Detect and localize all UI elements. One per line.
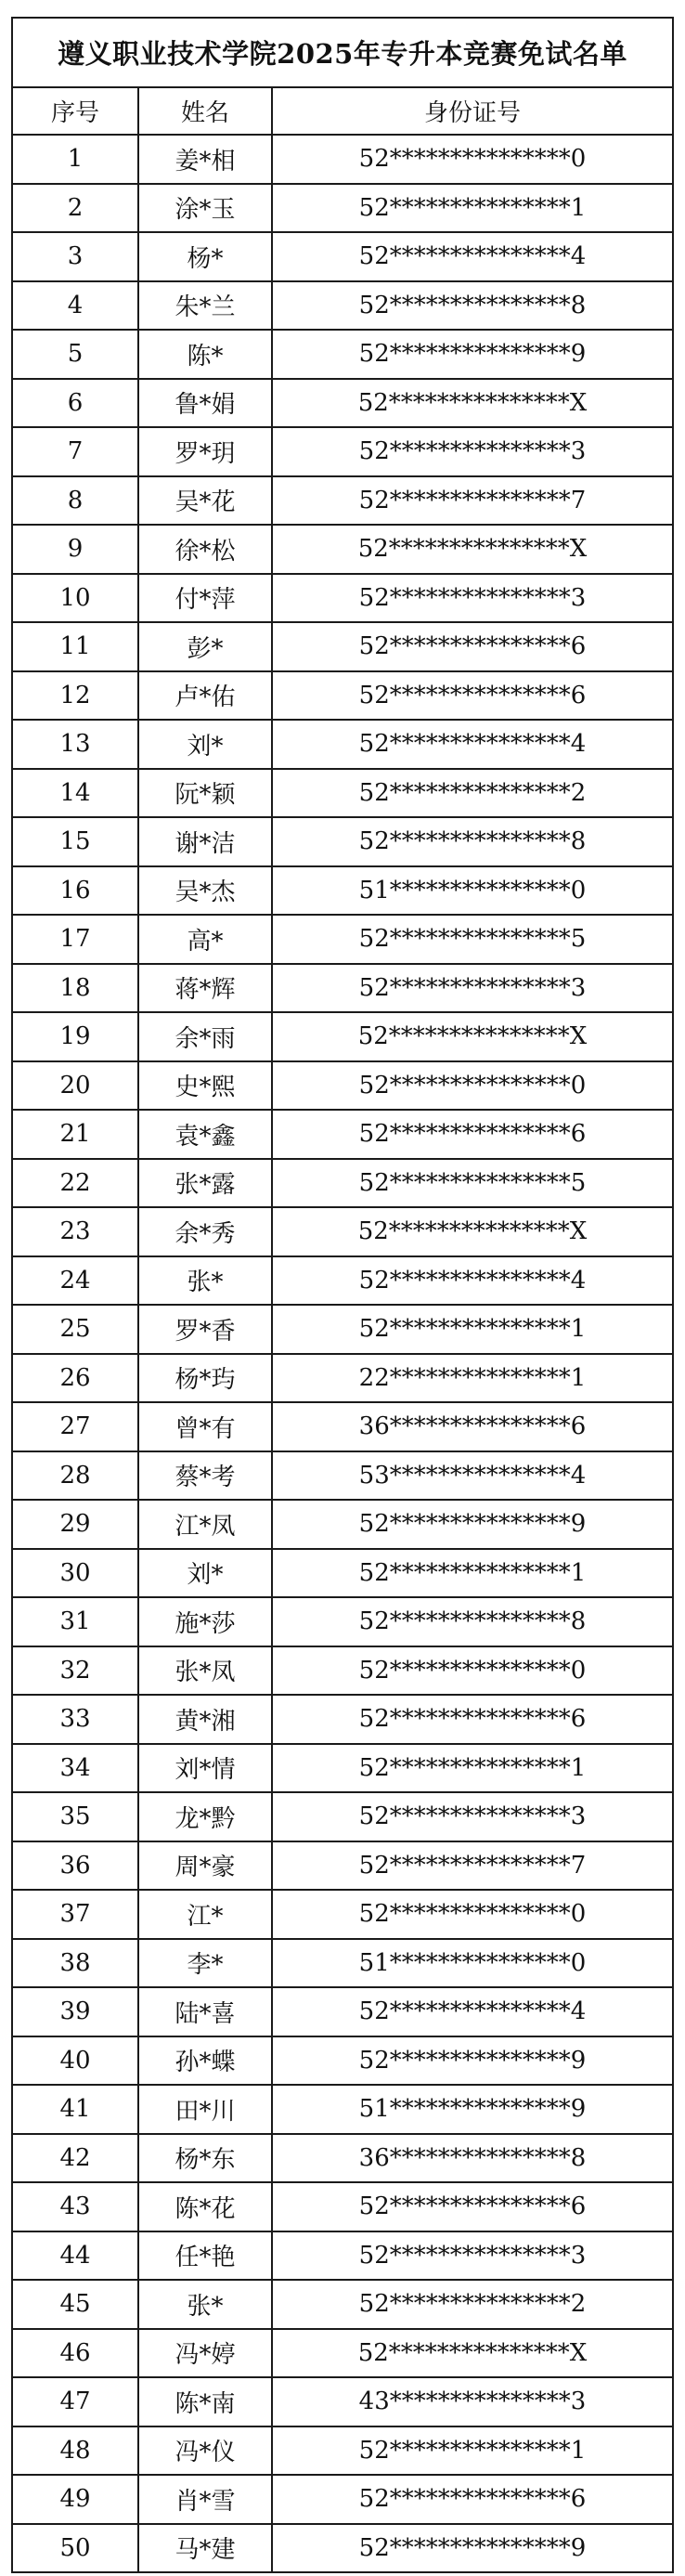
cell-id-number: 52***************7	[272, 476, 673, 526]
cell-index: 34	[12, 1744, 138, 1793]
cell-index: 16	[12, 866, 138, 916]
cell-id-number: 52***************6	[272, 2182, 673, 2231]
cell-id-number: 52***************6	[272, 622, 673, 671]
cell-name: 龙*黔	[138, 1792, 272, 1841]
cell-id-number: 22***************1	[272, 1354, 673, 1403]
cell-id-number: 52***************9	[272, 330, 673, 379]
cell-id-number: 52***************6	[272, 1695, 673, 1744]
table-row	[12, 1402, 673, 1451]
cell-id-number: 52***************0	[272, 1061, 673, 1111]
exemption-list-table	[11, 17, 674, 2573]
table-row	[12, 1549, 673, 1598]
cell-id-number: 52***************0	[272, 1890, 673, 1939]
cell-index: 20	[12, 1061, 138, 1111]
cell-name: 杨*	[138, 232, 272, 281]
cell-id-number: 52***************0	[272, 135, 673, 184]
cell-name: 张*	[138, 1256, 272, 1306]
cell-id-number: 52***************X	[272, 2329, 673, 2378]
cell-name: 张*凤	[138, 1646, 272, 1696]
cell-id-number: 52***************3	[272, 1792, 673, 1841]
cell-index: 4	[12, 281, 138, 331]
table-row	[12, 915, 673, 964]
table-row	[12, 1061, 673, 1111]
cell-name: 江*	[138, 1890, 272, 1939]
cell-id-number: 53***************4	[272, 1451, 673, 1501]
cell-index: 37	[12, 1890, 138, 1939]
cell-index: 24	[12, 1256, 138, 1306]
cell-name: 黄*湘	[138, 1695, 272, 1744]
cell-index: 25	[12, 1305, 138, 1354]
table-row	[12, 2231, 673, 2281]
cell-name: 蒋*辉	[138, 964, 272, 1013]
cell-id-number: 52***************1	[272, 1549, 673, 1598]
cell-index: 9	[12, 525, 138, 574]
cell-index: 41	[12, 2085, 138, 2134]
table-row	[12, 1890, 673, 1939]
cell-name: 谢*洁	[138, 817, 272, 866]
table-row	[12, 1354, 673, 1403]
cell-index: 50	[12, 2524, 138, 2573]
table-row	[12, 232, 673, 281]
cell-name: 张*露	[138, 1159, 272, 1208]
cell-index: 27	[12, 1402, 138, 1451]
table-row	[12, 1792, 673, 1841]
cell-name: 余*秀	[138, 1207, 272, 1256]
cell-name: 刘*	[138, 720, 272, 769]
table-row	[12, 1695, 673, 1744]
cell-index: 46	[12, 2329, 138, 2378]
cell-index: 40	[12, 2036, 138, 2086]
cell-name: 蔡*考	[138, 1451, 272, 1501]
cell-id-number: 52***************X	[272, 379, 673, 428]
cell-id-number: 52***************3	[272, 964, 673, 1013]
table-body	[12, 135, 673, 2572]
cell-index: 35	[12, 1792, 138, 1841]
cell-name: 曾*有	[138, 1402, 272, 1451]
cell-index: 44	[12, 2231, 138, 2281]
column-header-id-number: 身份证号	[272, 87, 673, 135]
cell-index: 17	[12, 915, 138, 964]
cell-name: 陈*南	[138, 2377, 272, 2426]
cell-id-number: 52***************1	[272, 184, 673, 233]
cell-id-number: 52***************5	[272, 1159, 673, 1208]
cell-index: 11	[12, 622, 138, 671]
cell-index: 12	[12, 671, 138, 721]
table-row	[12, 2182, 673, 2231]
table-row	[12, 476, 673, 526]
cell-name: 高*	[138, 915, 272, 964]
cell-name: 彭*	[138, 622, 272, 671]
cell-id-number: 52***************5	[272, 915, 673, 964]
cell-id-number: 52***************6	[272, 2475, 673, 2524]
cell-index: 18	[12, 964, 138, 1013]
cell-name: 刘*情	[138, 1744, 272, 1793]
cell-name: 吴*杰	[138, 866, 272, 916]
cell-id-number: 52***************4	[272, 1987, 673, 2036]
cell-name: 卢*佑	[138, 671, 272, 721]
cell-index: 48	[12, 2426, 138, 2476]
table-row	[12, 2377, 673, 2426]
cell-index: 5	[12, 330, 138, 379]
cell-index: 38	[12, 1939, 138, 1988]
table-row	[12, 720, 673, 769]
cell-id-number: 52***************8	[272, 1597, 673, 1646]
table-row	[12, 1939, 673, 1988]
cell-name: 鲁*娟	[138, 379, 272, 428]
table-row	[12, 525, 673, 574]
cell-id-number: 52***************2	[272, 769, 673, 818]
table-row	[12, 2085, 673, 2134]
table-row	[12, 379, 673, 428]
cell-id-number: 52***************X	[272, 1207, 673, 1256]
cell-id-number: 51***************9	[272, 2085, 673, 2134]
cell-name: 任*艳	[138, 2231, 272, 2281]
cell-index: 21	[12, 1110, 138, 1159]
table-row	[12, 2426, 673, 2476]
table-row	[12, 1305, 673, 1354]
cell-index: 49	[12, 2475, 138, 2524]
cell-id-number: 52***************0	[272, 1646, 673, 1696]
cell-id-number: 52***************9	[272, 2036, 673, 2086]
table-row	[12, 427, 673, 476]
cell-index: 47	[12, 2377, 138, 2426]
cell-name: 罗*玥	[138, 427, 272, 476]
cell-name: 罗*香	[138, 1305, 272, 1354]
cell-index: 36	[12, 1841, 138, 1891]
cell-name: 张*	[138, 2280, 272, 2329]
cell-name: 付*萍	[138, 574, 272, 623]
table-title: 遵义职业技术学院2025年专升本竞赛免试名单	[12, 18, 673, 87]
cell-index: 33	[12, 1695, 138, 1744]
column-header-index: 序号	[12, 87, 138, 135]
cell-index: 23	[12, 1207, 138, 1256]
cell-name: 施*莎	[138, 1597, 272, 1646]
cell-id-number: 43***************3	[272, 2377, 673, 2426]
cell-name: 徐*松	[138, 525, 272, 574]
cell-name: 史*熙	[138, 1061, 272, 1111]
cell-id-number: 52***************4	[272, 232, 673, 281]
cell-id-number: 52***************1	[272, 1305, 673, 1354]
table-row	[12, 2524, 673, 2573]
table-row	[12, 1256, 673, 1306]
cell-name: 吴*花	[138, 476, 272, 526]
cell-id-number: 52***************6	[272, 671, 673, 721]
cell-index: 31	[12, 1597, 138, 1646]
cell-index: 14	[12, 769, 138, 818]
cell-id-number: 52***************4	[272, 1256, 673, 1306]
cell-name: 杨*玙	[138, 1354, 272, 1403]
table-row	[12, 866, 673, 916]
table-row	[12, 769, 673, 818]
cell-name: 杨*东	[138, 2134, 272, 2183]
table-row	[12, 281, 673, 331]
table-row	[12, 817, 673, 866]
cell-index: 29	[12, 1500, 138, 1549]
table-row	[12, 1744, 673, 1793]
table-row	[12, 1646, 673, 1696]
table-row	[12, 1841, 673, 1891]
cell-id-number: 52***************1	[272, 1744, 673, 1793]
cell-index: 30	[12, 1549, 138, 1598]
cell-id-number: 51***************0	[272, 1939, 673, 1988]
table-row	[12, 1110, 673, 1159]
table-row	[12, 2280, 673, 2329]
cell-index: 6	[12, 379, 138, 428]
cell-index: 7	[12, 427, 138, 476]
cell-index: 22	[12, 1159, 138, 1208]
table-row	[12, 2134, 673, 2183]
table-row	[12, 2036, 673, 2086]
cell-name: 朱*兰	[138, 281, 272, 331]
cell-index: 39	[12, 1987, 138, 2036]
table-row	[12, 1597, 673, 1646]
column-header-name: 姓名	[138, 87, 272, 135]
table-row	[12, 622, 673, 671]
table-row	[12, 671, 673, 721]
cell-name: 李*	[138, 1939, 272, 1988]
header-row	[12, 87, 673, 135]
cell-id-number: 52***************3	[272, 427, 673, 476]
table-row	[12, 1987, 673, 2036]
cell-index: 3	[12, 232, 138, 281]
cell-id-number: 52***************8	[272, 281, 673, 331]
cell-id-number: 52***************2	[272, 2280, 673, 2329]
cell-id-number: 52***************9	[272, 2524, 673, 2573]
cell-id-number: 52***************3	[272, 2231, 673, 2281]
cell-id-number: 52***************7	[272, 1841, 673, 1891]
cell-id-number: 51***************0	[272, 866, 673, 916]
cell-name: 姜*相	[138, 135, 272, 184]
table-row	[12, 1500, 673, 1549]
cell-id-number: 52***************9	[272, 1500, 673, 1549]
cell-id-number: 52***************8	[272, 817, 673, 866]
table-row	[12, 2475, 673, 2524]
cell-name: 陈*花	[138, 2182, 272, 2231]
cell-id-number: 52***************4	[272, 720, 673, 769]
cell-name: 田*川	[138, 2085, 272, 2134]
cell-name: 孙*蝶	[138, 2036, 272, 2086]
cell-id-number: 36***************8	[272, 2134, 673, 2183]
table-row	[12, 1207, 673, 1256]
cell-id-number: 52***************X	[272, 525, 673, 574]
cell-index: 28	[12, 1451, 138, 1501]
cell-name: 冯*婷	[138, 2329, 272, 2378]
cell-index: 2	[12, 184, 138, 233]
cell-name: 涂*玉	[138, 184, 272, 233]
cell-index: 1	[12, 135, 138, 184]
cell-index: 15	[12, 817, 138, 866]
cell-id-number: 52***************3	[272, 574, 673, 623]
cell-index: 13	[12, 720, 138, 769]
table-row	[12, 184, 673, 233]
cell-name: 刘*	[138, 1549, 272, 1598]
cell-id-number: 52***************X	[272, 1012, 673, 1061]
table-row	[12, 135, 673, 184]
cell-index: 32	[12, 1646, 138, 1696]
cell-index: 42	[12, 2134, 138, 2183]
table-row	[12, 1012, 673, 1061]
cell-name: 冯*仪	[138, 2426, 272, 2476]
table-row	[12, 330, 673, 379]
cell-id-number: 52***************1	[272, 2426, 673, 2476]
cell-name: 余*雨	[138, 1012, 272, 1061]
cell-name: 陈*	[138, 330, 272, 379]
table-row	[12, 1451, 673, 1501]
cell-index: 45	[12, 2280, 138, 2329]
cell-name: 肖*雪	[138, 2475, 272, 2524]
table-row	[12, 2329, 673, 2378]
cell-index: 43	[12, 2182, 138, 2231]
cell-name: 袁*鑫	[138, 1110, 272, 1159]
table-row	[12, 1159, 673, 1208]
table-row	[12, 574, 673, 623]
cell-name: 周*豪	[138, 1841, 272, 1891]
cell-index: 19	[12, 1012, 138, 1061]
cell-name: 阮*颖	[138, 769, 272, 818]
cell-name: 马*建	[138, 2524, 272, 2573]
cell-index: 8	[12, 476, 138, 526]
table-row	[12, 964, 673, 1013]
cell-name: 江*凤	[138, 1500, 272, 1549]
cell-index: 26	[12, 1354, 138, 1403]
cell-id-number: 52***************6	[272, 1110, 673, 1159]
cell-name: 陆*喜	[138, 1987, 272, 2036]
cell-id-number: 36***************6	[272, 1402, 673, 1451]
cell-index: 10	[12, 574, 138, 623]
